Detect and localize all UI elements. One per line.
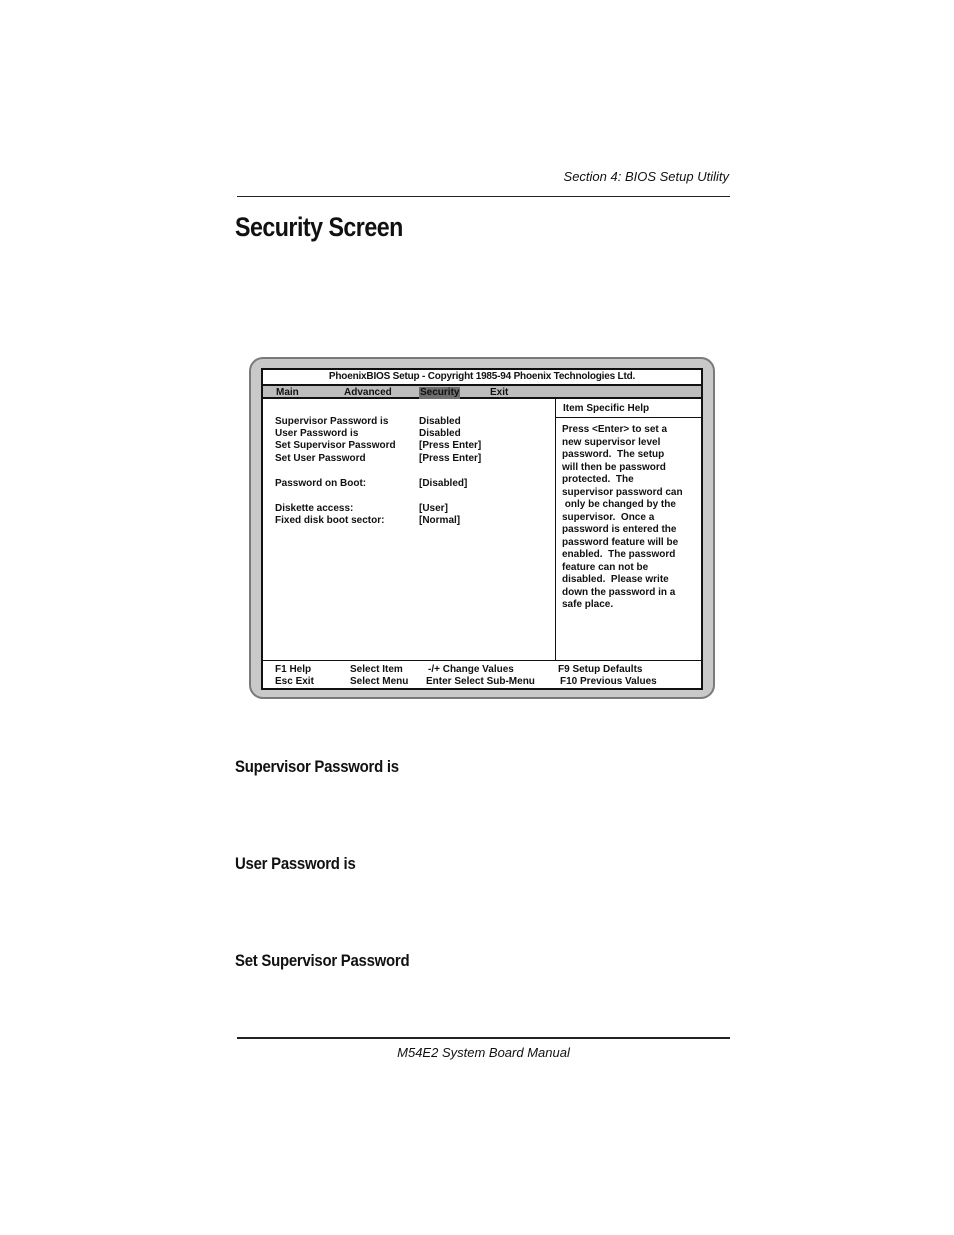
help-line: supervisor. Once a — [562, 511, 655, 523]
field-value-user-password: Disabled — [419, 428, 461, 439]
field-value-fixed-disk-boot-sector: [Normal] — [419, 515, 461, 526]
fkey-select-menu: Select Menu — [350, 676, 409, 687]
help-line: supervisor password can — [562, 486, 683, 498]
field-label-diskette-access: Diskette access: — [275, 503, 354, 514]
help-line: down the password in a — [562, 586, 676, 598]
field-label-supervisor-password: Supervisor Password is — [275, 416, 389, 427]
fkey-enter-select-submenu: Enter Select Sub-Menu — [426, 676, 535, 687]
fkey-f1-help: F1 Help — [275, 664, 312, 675]
bios-title-bar: PhoenixBIOS Setup - Copyright 1985-94 Phoenix Technologies Ltd. — [328, 371, 636, 382]
help-line: disabled. Please write — [562, 574, 669, 585]
bios-menu-bar — [263, 384, 701, 399]
fkey-esc-exit: Esc Exit — [275, 676, 314, 687]
help-line: new supervisor level — [562, 436, 661, 448]
fkey-select-item: Select Item — [350, 664, 403, 675]
field-value-set-user-password: [Press Enter] — [419, 453, 482, 464]
help-line: only be changed by the — [562, 499, 676, 510]
help-text — [562, 424, 700, 612]
help-line: protected. The — [562, 474, 634, 485]
field-label-set-user-password: Set User Password — [275, 453, 366, 464]
help-line: safe place. — [562, 599, 614, 610]
field-value-set-supervisor-password: [Press Enter] — [419, 440, 482, 451]
help-line: password feature will be — [562, 536, 679, 548]
section-heading-user-password-is: User Password is — [235, 854, 356, 873]
fkey-f10-previous-values: F10 Previous Values — [560, 676, 657, 687]
help-line: password. The setup — [562, 449, 665, 460]
bios-menu-main: Main — [276, 387, 299, 398]
field-value-diskette-access: [User] — [419, 503, 448, 514]
help-line: password is entered the — [562, 524, 677, 535]
fkey-change-values: -/+ Change Values — [428, 664, 514, 675]
help-header-rule — [555, 417, 701, 418]
help-line: Press <Enter> to set a — [562, 424, 668, 435]
footer-rule — [237, 1037, 730, 1039]
help-line: will then be password — [562, 461, 666, 473]
field-label-user-password: User Password is — [275, 428, 359, 439]
field-value-password-on-boot: [Disabled] — [419, 478, 468, 489]
field-value-supervisor-password: Disabled — [419, 416, 461, 427]
bios-menu-exit: Exit — [490, 387, 509, 398]
section-heading-supervisor-password-is: Supervisor Password is — [235, 757, 399, 776]
field-label-password-on-boot: Password on Boot: — [275, 478, 367, 489]
function-key-divider — [263, 660, 701, 661]
header-rule — [237, 196, 730, 197]
help-title: Item Specific Help — [563, 403, 650, 414]
page-title: Security Screen — [235, 212, 403, 242]
bios-menu-security: Security — [420, 387, 460, 398]
fkey-f9-setup-defaults: F9 Setup Defaults — [558, 664, 643, 675]
bios-panel-divider — [555, 399, 556, 661]
field-label-fixed-disk-boot-sector: Fixed disk boot sector: — [275, 515, 385, 526]
running-header: Section 4: BIOS Setup Utility — [563, 169, 729, 184]
field-label-set-supervisor-password: Set Supervisor Password — [275, 440, 396, 451]
section-heading-set-supervisor-password: Set Supervisor Password — [235, 951, 410, 970]
running-footer: M54E2 System Board Manual — [397, 1045, 570, 1060]
help-line: enabled. The password — [562, 549, 676, 560]
bios-menu-advanced: Advanced — [344, 387, 392, 398]
help-line: feature can not be — [562, 561, 649, 573]
bios-screen — [261, 368, 703, 690]
